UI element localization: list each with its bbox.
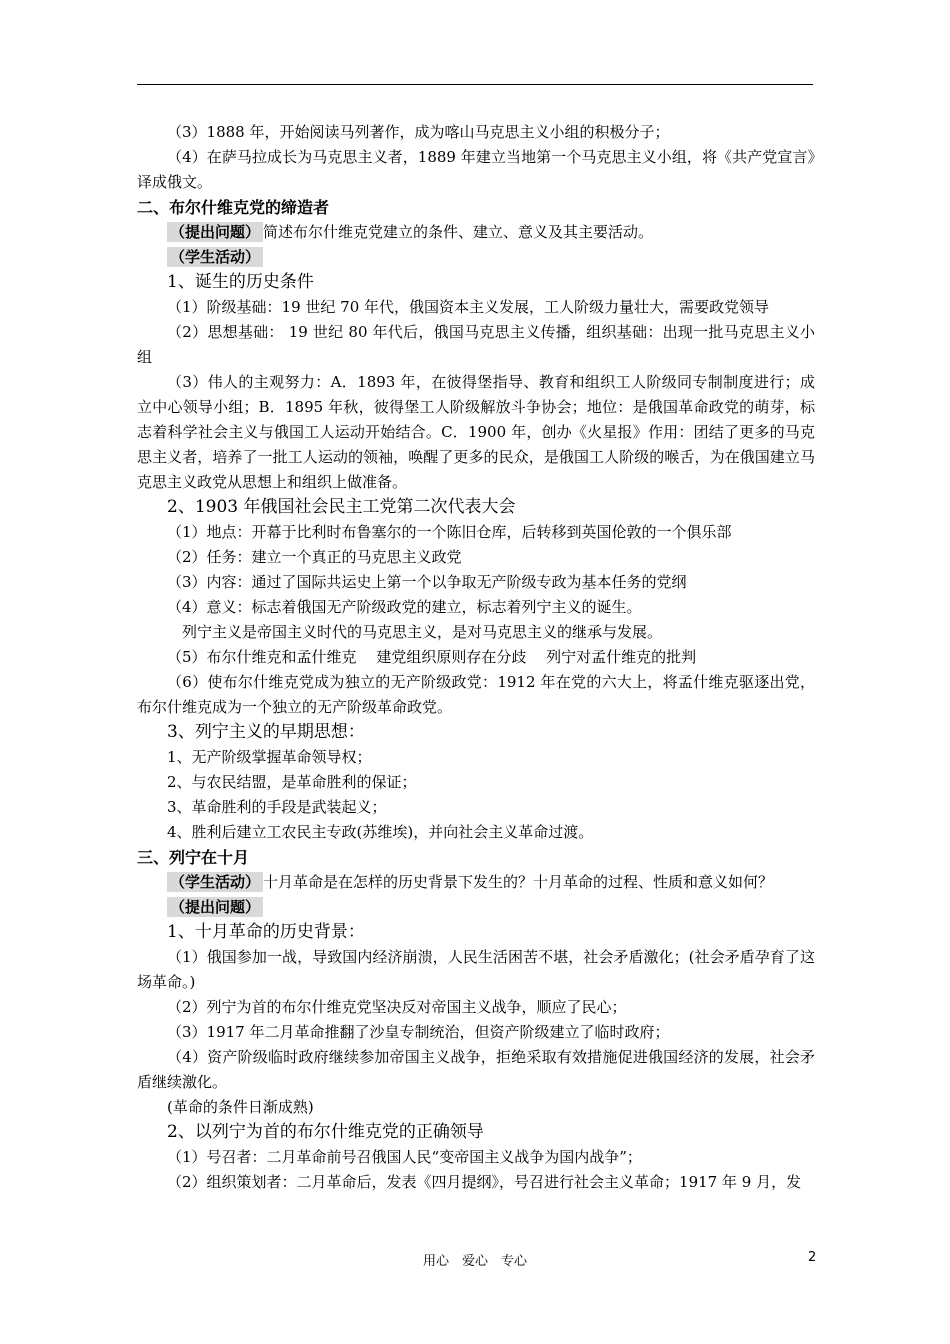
section-heading-three: 三、列宁在十月 <box>137 848 250 867</box>
document-body <box>137 120 815 1195</box>
list-item: 3、革命胜利的手段是武装起义； <box>167 798 387 816</box>
text-line: （3）内容：通过了国际共运史上第一个以争取无产阶级专政为基本任务的党纲 <box>167 573 687 591</box>
text-paragraph: （1）俄国参加一战，导致国内经济崩溃，人民生活困苦不堪，社会矛盾激化；(社会矛盾孕育了这场革命。) <box>137 948 815 991</box>
subheading: 3、列宁主义的早期思想： <box>167 722 365 742</box>
text-paragraph: （4）在萨马拉成长为马克思主义者，1889 年建立当地第一个马克思主义小组，将《共产党宣言》译成俄文。 <box>137 148 815 191</box>
text-line: （2）任务：建立一个真正的马克思主义政党 <box>167 548 462 566</box>
text-paragraph: （3）伟人的主观努力：A．1893 年，在彼得堡指导、教育和组织工人阶级同专制制度进行；成立中心领导小组；B．1895 年秋，彼得堡工人阶级解放斗争协会；地位：是俄国革命政党的萌芽，标志着科学社会主义与俄国工人运动开始结合。C．1900 年，创办《火星报》作用：团结了更多的马克思主义者，培养了一批工人运动的领袖，唤醒了更多的民众，是俄国工人阶级的喉舌，为在俄国建立马克思主义政党从思想上和组织上做准备。 <box>137 373 815 491</box>
activity-tag: （学生活动） <box>167 247 263 267</box>
ask-tag: （提出问题） <box>167 222 263 242</box>
text-line: （2）组织策划者：二月革命后，发表《四月提纲》，号召进行社会主义革命；1917 年 9 月，发 <box>167 1173 802 1191</box>
text-line: （1）地点：开幕于比利时布鲁塞尔的一个陈旧仓库，后转移到英国伦敦的一个俱乐部 <box>167 523 732 541</box>
subheading: 2、以列宁为首的布尔什维克党的正确领导 <box>167 1122 484 1142</box>
text-paragraph: （6）使布尔什维克党成为独立的无产阶级政党：1912 年在党的六大上，将孟什维克驱逐出党，布尔什维克成为一个独立的无产阶级革命政党。 <box>137 673 815 716</box>
page-number: 2 <box>808 1250 817 1265</box>
text-line: （1）号召者：二月革命前号召俄国人民“变帝国主义战争为国内战争”； <box>167 1148 642 1166</box>
text-paragraph: （4）资产阶级临时政府继续参加帝国主义战争，拒绝采取有效措施促进俄国经济的发展，社会矛盾继续激化。 <box>137 1048 815 1091</box>
text-line: 列宁主义是帝国主义时代的马克思主义，是对马克思主义的继承与发展。 <box>182 623 663 641</box>
text-line: （1）阶级基础：19 世纪 70 年代，俄国资本主义发展，工人阶级力量壮大，需要政党领导 <box>167 298 770 316</box>
subheading: 1、十月革命的历史背景： <box>167 922 365 942</box>
list-item: 4、胜利后建立工农民主专政(苏维埃)，并向社会主义革命过渡。 <box>167 823 594 841</box>
list-item: 1、无产阶级掌握革命领导权； <box>167 748 372 766</box>
question-line <box>137 895 815 920</box>
ask-text: 简述布尔什维克党建立的条件、建立、意义及其主要活动。 <box>263 223 654 241</box>
text-line: （3）1888 年，开始阅读马列著作，成为喀山马克思主义小组的积极分子； <box>167 123 670 141</box>
activity-tag: （学生活动） <box>167 872 263 892</box>
section-heading-two: 二、布尔什维克党的缔造者 <box>137 198 330 217</box>
text-line: （2）列宁为首的布尔什维克党坚决反对帝国主义战争，顺应了民心； <box>167 998 627 1016</box>
text-paragraph: （2）思想基础： 19 世纪 80 年代后，俄国马克思主义传播，组织基础：出现一批马克思主义小组 <box>137 323 815 366</box>
activity-line <box>137 245 815 270</box>
activity-text: 十月革命是在怎样的历史背景下发生的？十月革命的过程、性质和意义如何？ <box>263 873 774 891</box>
text-line: (革命的条件日渐成熟) <box>167 1098 314 1116</box>
subheading: 2、1903 年俄国社会民主工党第二次代表大会 <box>167 497 516 517</box>
footer-motto: 用心 爱心 专心 <box>422 1254 527 1269</box>
activity-paragraph <box>137 870 815 895</box>
question-line <box>137 220 815 245</box>
list-item: 2、与农民结盟，是革命胜利的保证； <box>167 773 417 791</box>
text-line: （5）布尔什维克和孟什维克 建党组织原则存在分歧 列宁对孟什维克的批判 <box>167 648 697 666</box>
text-line: （3）1917 年二月革命推翻了沙皇专制统治，但资产阶级建立了临时政府； <box>167 1023 670 1041</box>
ask-tag: （提出问题） <box>167 897 263 917</box>
subheading: 1、诞生的历史条件 <box>167 272 314 292</box>
header-rule <box>137 84 813 85</box>
text-line: （4）意义：标志着俄国无产阶级政党的建立，标志着列宁主义的诞生。 <box>167 598 642 616</box>
